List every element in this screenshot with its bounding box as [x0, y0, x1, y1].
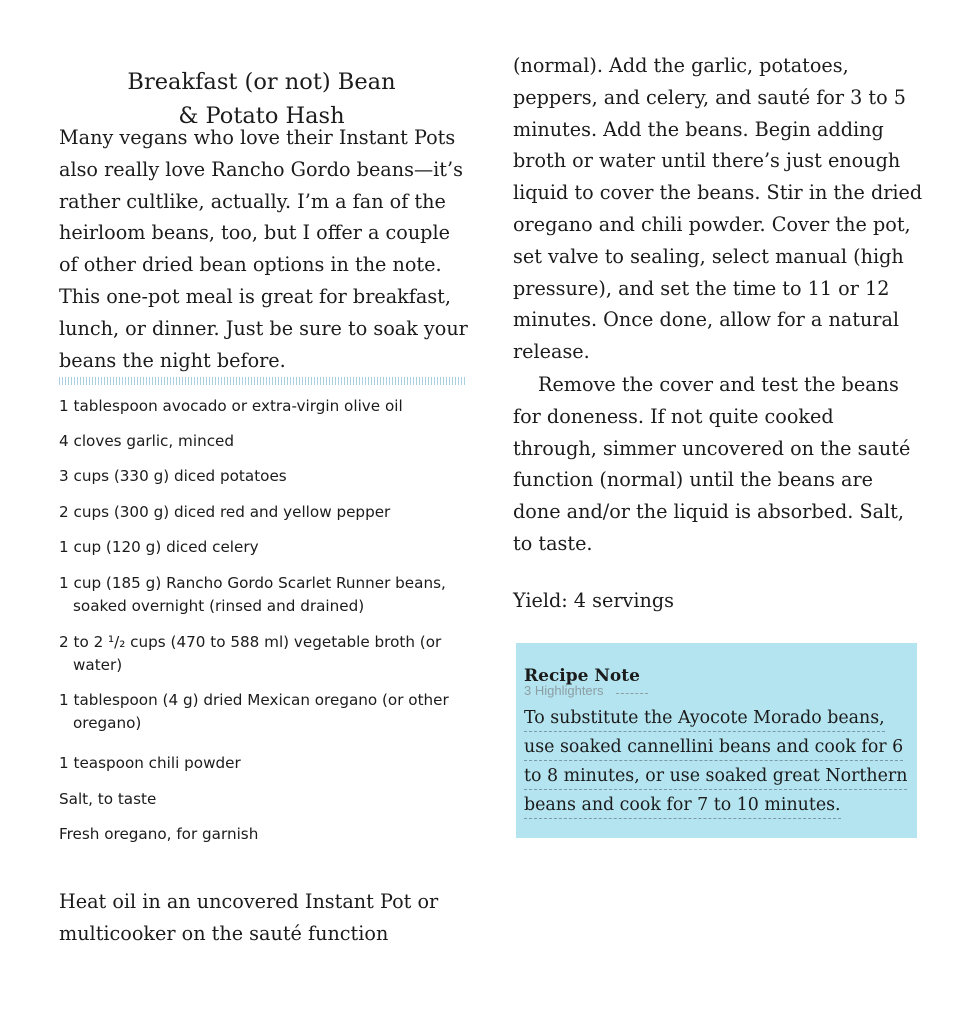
recipe-yield: Yield: 4 servings — [513, 589, 674, 612]
highlighted-line[interactable]: to 8 minutes, or use soaked great Northern — [524, 766, 907, 790]
recipe-title-line-2: & Potato Hash — [178, 103, 345, 130]
ingredient-item: 1 cup (120 g) diced celery — [59, 538, 259, 556]
ingredient-item: 2 cups (300 g) diced red and yellow pepper — [59, 503, 391, 521]
ingredient-item: Fresh oregano, for garnish — [59, 825, 259, 843]
recipe-intro: Many vegans who love their Instant Pots also really love Rancho Gordo beans—it’s rather cultlike, actually. I’m a fan of the heirloom beans, too, but I offer a couple of other dried bean options in the note. This one-pot meal is great for breakfast, lunch, or dinner. Just be sure to soak your beans the night before. — [59, 126, 468, 372]
ingredient-item: 3 cups (330 g) diced potatoes — [59, 467, 287, 485]
ingredient-item: 1 teaspoon chili powder — [59, 754, 241, 772]
ingredient-item: 1 cup (185 g) Rancho Gordo Scarlet Runner beans, soaked overnight (rinsed and drained) — [59, 574, 446, 615]
method-paragraph-1: Heat oil in an uncovered Instant Pot or multicooker on the sauté function — [59, 890, 439, 945]
highlighters-count[interactable]: 3 Highlighters — [524, 683, 604, 698]
recipe-note-title: Recipe Note — [524, 666, 640, 686]
highlighted-line[interactable]: beans and cook for 7 to 10 minutes. — [524, 795, 841, 819]
recipe-title-line-1: Breakfast (or not) Bean — [127, 69, 396, 96]
ingredient-item: 2 to 2 ¹/₂ cups (470 to 588 ml) vegetable broth (or water) — [59, 633, 442, 674]
ingredient-item: 4 cloves garlic, minced — [59, 432, 235, 450]
ingredient-item: 1 tablespoon avocado or extra-virgin olive oil — [59, 397, 403, 415]
highlighted-line[interactable]: To substitute the Ayocote Morado beans, — [524, 708, 885, 732]
highlighted-line[interactable]: use soaked cannellini beans and cook for 6 — [524, 737, 903, 761]
highlighter-marker — [616, 693, 648, 694]
ingredient-item: 1 tablespoon (4 g) dried Mexican oregano (or other oregano) — [59, 691, 449, 732]
method-paragraph-2: Remove the cover and test the beans for doneness. If not quite cooked through, simmer uncovered on the sauté function (normal) until the beans are done and/or the liquid is absorbed. Salt, to taste. — [513, 373, 911, 555]
method-paragraph-1-continued: (normal). Add the garlic, potatoes, peppers, and celery, and sauté for 3 to 5 minutes. Add the beans. Begin adding broth or water until there’s just enough liquid to cover the beans. Stir in the dried oregano and chili powder. Cover the pot, set valve to sealing, select manual (high pressure), and set the time to 11 or 12 minutes. Once done, allow for a natural release. — [513, 54, 923, 364]
section-divider — [59, 377, 466, 385]
ingredient-item: Salt, to taste — [59, 790, 157, 808]
recipe-note-body — [524, 704, 914, 820]
recipe-note-box — [516, 643, 917, 838]
